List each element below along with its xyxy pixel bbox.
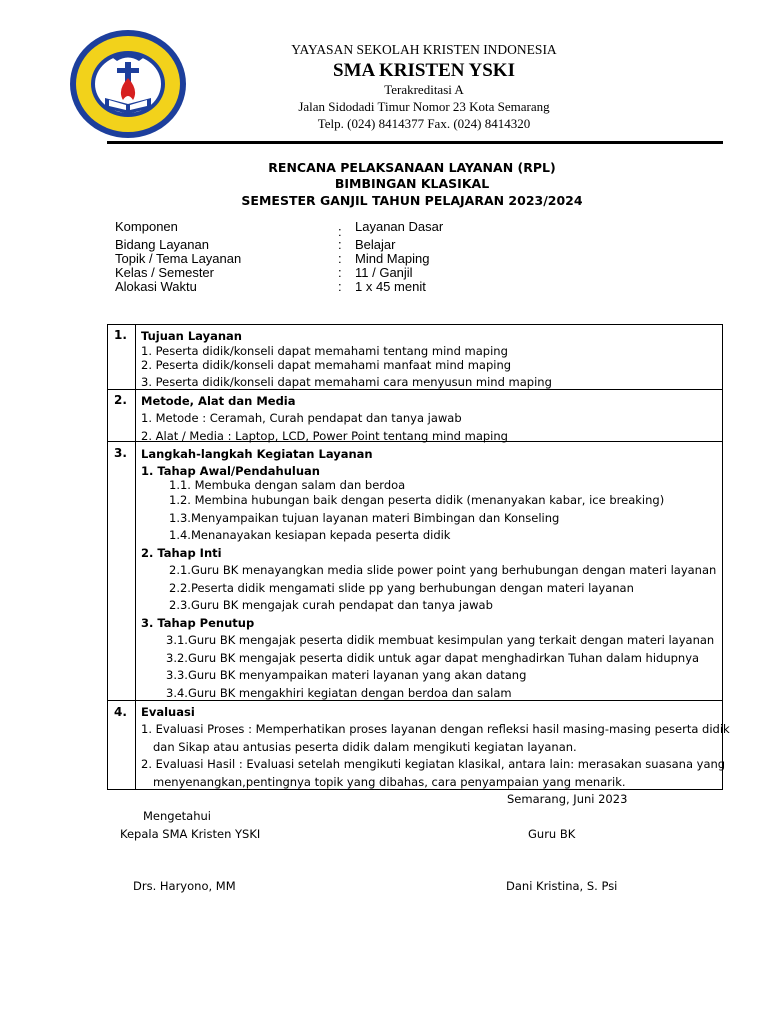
school-logo [67,28,189,140]
section-number: 1. [114,328,127,342]
step-item: 2.1.Guru BK menayangkan media slide power point yang berhubungan dengan materi layanan [169,563,717,577]
section-line: 1. Evaluasi Proses : Memperhatikan proses layanan dengan refleksi hasil masing-masing peserta didik [141,722,730,736]
section-line: 3. Peserta didik/konseli dapat memahami cara menyusun mind maping [141,375,552,389]
info-colon: : [338,224,342,239]
principal-name: Drs. Haryono, MM [133,879,236,893]
section-line: 2. Peserta didik/konseli dapat memahami manfaat mind maping [141,358,512,372]
table-row-divider [108,700,722,701]
info-label: Kelas / Semester [115,265,214,280]
section-heading: Tujuan Layanan [141,329,242,343]
step-item: 1.3.Menyampaikan tujuan layanan materi Bimbingan dan Konseling [169,511,560,525]
section-line: 2. Evaluasi Hasil : Evaluasi setelah mengikuti kegiatan klasikal, antara lain: merasakan suasana yang [141,757,726,771]
doc-semester: SEMESTER GANJIL TAHUN PELAJARAN 2023/2024 [241,193,583,208]
section-line: dan Sikap atau antusias peserta didik dalam mengikuti kegiatan layanan. [153,740,577,754]
step-item: 1.2. Membina hubungan baik dengan peserta didik (menanyakan kabar, ice breaking) [169,493,665,507]
info-label: Topik / Tema Layanan [115,251,242,266]
info-colon: : [338,279,342,294]
rpl-table [107,324,730,790]
section-line: menyenangkan,pentingnya topik yang dibahas, cara penyampaian yang menarik. [153,775,626,789]
info-colon: : [338,251,342,266]
info-value: Layanan Dasar [355,219,444,234]
info-colon: : [338,237,342,252]
step-item: 3.4.Guru BK mengakhiri kegiatan dengan berdoa dan salam [166,686,512,700]
letterhead-divider [107,141,723,144]
section-line: 1. Peserta didik/konseli dapat memahami tentang mind maping [141,344,508,358]
place-date: Semarang, Juni 2023 [507,792,628,806]
info-label: Bidang Layanan [115,237,209,252]
step-item: 2.3.Guru BK mengajak curah pendapat dan tanya jawab [169,598,493,612]
school-address: Jalan Sidodadi Timur Nomor 23 Kota Semarang [298,99,550,114]
school-name: SMA KRISTEN YSKI [333,60,515,81]
counselor-name: Dani Kristina, S. Psi [506,879,618,893]
info-label: Komponen [115,219,178,234]
step-item: 3.1.Guru BK mengajak peserta didik membuat kesimpulan yang terkait dengan materi layanan [166,633,715,647]
info-colon: : [338,265,342,280]
stage-heading: 3. Tahap Penutup [141,616,255,630]
step-item: 3.2.Guru BK mengajak peserta didik untuk agar dapat menghadirkan Tuhan dalam hidupnya [166,651,700,665]
section-heading: Langkah-langkah Kegiatan Layanan [141,447,373,461]
section-heading: Metode, Alat dan Media [141,394,296,408]
foundation-name: YAYASAN SEKOLAH KRISTEN INDONESIA [291,42,557,57]
step-item: 1.4.Menanayakan kesiapan kepada peserta didik [169,528,451,542]
stage-heading: 2. Tahap Inti [141,546,222,560]
table-column-divider [135,325,136,789]
counselor-role: Guru BK [528,827,576,841]
section-line: 1. Metode : Ceramah, Curah pendapat dan tanya jawab [141,411,462,425]
acknowledged-label: Mengetahui [143,809,211,823]
doc-title: RENCANA PELAKSANAAN LAYANAN (RPL) [268,160,556,175]
stage-heading: 1. Tahap Awal/Pendahuluan [141,464,320,478]
section-number: 3. [114,446,127,460]
section-line: 2. Alat / Media : Laptop, LCD, Power Point tentang mind maping [141,429,508,443]
step-item: 2.2.Peserta didik mengamati slide pp yang berhubungan dengan materi layanan [169,581,634,595]
info-value: 1 x 45 menit [355,279,426,294]
info-label: Alokasi Waktu [115,279,197,294]
section-number: 2. [114,393,127,407]
info-value: Belajar [355,237,396,252]
step-item: 1.1. Membuka dengan salam dan berdoa [169,478,406,492]
table-row-divider [108,389,722,390]
info-value: Mind Maping [355,251,430,266]
school-phone: Telp. (024) 8414377 Fax. (024) 8414320 [317,116,531,131]
step-item: 3.3.Guru BK menyampaikan materi layanan yang akan datang [166,668,527,682]
accreditation: Terakreditasi A [384,82,464,97]
principal-role: Kepala SMA Kristen YSKI [120,827,261,841]
section-number: 4. [114,705,127,719]
section-heading: Evaluasi [141,705,195,719]
doc-subtitle: BIMBINGAN KLASIKAL [334,176,490,191]
info-value: 11 / Ganjil [355,265,413,280]
